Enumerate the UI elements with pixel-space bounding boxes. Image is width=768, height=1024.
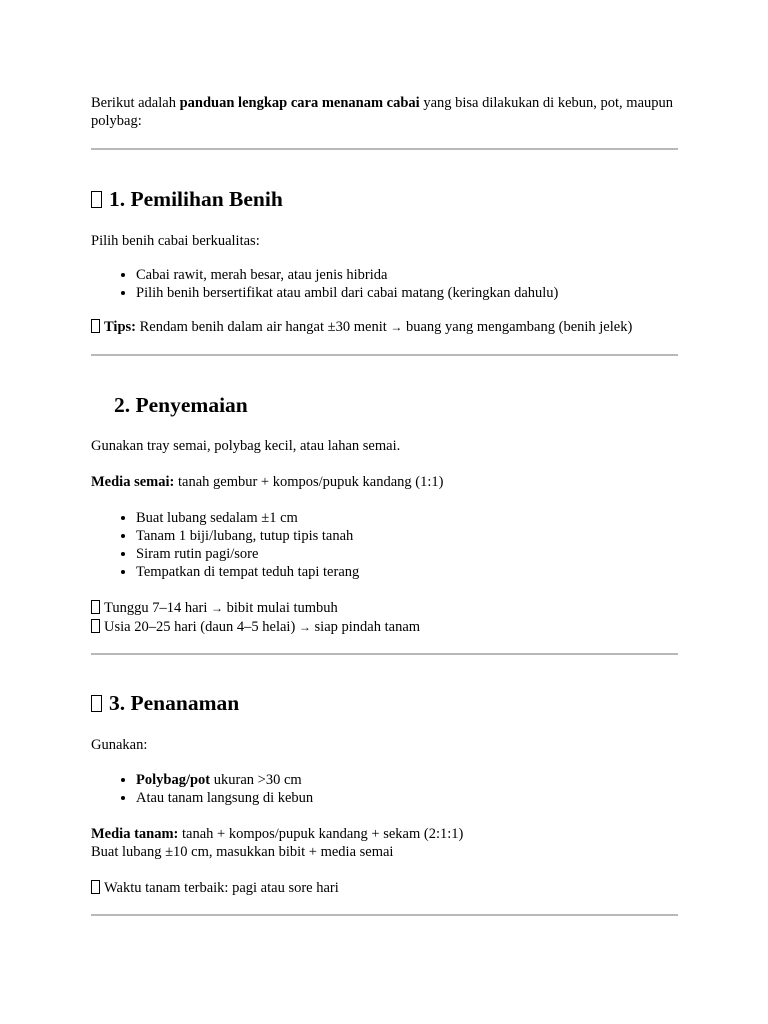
media-label: Media tanam: [91,826,179,842]
divider [91,653,678,655]
list-item: • Pilih benih bersertifikat atau ambil dari cabai matang (keringkan dahulu) [136,284,678,302]
note-line [91,879,678,897]
missing-glyph-icon [91,619,100,633]
note-line [91,599,678,617]
tip-text: buang yang mengambang (benih jelek) [402,319,633,335]
missing-glyph-icon [91,191,102,208]
section-lead: Gunakan tray semai, polybag kecil, atau lahan semai. [91,438,401,454]
missing-glyph-icon [91,695,102,712]
list-item: • Siram rutin pagi/sore [136,545,678,563]
note-text: bibit mulai tumbuh [223,600,338,616]
intro-bold: panduan lengkap cara menanam cabai [179,95,420,111]
note-text: Tunggu 7–14 hari [104,600,212,616]
arrow-icon: → [390,320,403,334]
section-heading-pemilihan-benih [91,186,678,212]
list-item: • Atau tanam langsung di kebun [136,789,678,807]
tip-label: Tips: [104,319,136,335]
divider [91,354,678,356]
section-title: 2. Penyemaian [114,393,248,417]
section-lead: Gunakan: [91,737,148,753]
document-page [91,94,678,916]
note-text: siap pindah tanam [310,619,421,635]
intro-paragraph [91,94,678,130]
list-item: • Tanam 1 biji/lubang, tutup tipis tanah [136,527,678,545]
blank-glyph-spacer [91,397,102,414]
media-text: tanah gembur + kompos/pupuk kandang (1:1) [174,474,444,490]
arrow-icon: → [298,620,311,634]
bullet-bold: Polybag/pot [136,772,211,788]
divider [91,148,678,150]
media-line-2: Buat lubang ±10 cm, masukkan bibit + media semai [91,844,394,860]
section-title: 1. Pemilihan Benih [109,187,283,211]
missing-glyph-icon [91,880,100,894]
tip-line [91,318,678,336]
media-label: Media semai: [91,474,175,490]
media-line [91,473,678,491]
bullet-list [91,509,678,581]
divider [91,914,678,916]
note-text: Usia 20–25 hari (daun 4–5 helai) [104,619,299,635]
intro-suffix: yang bisa dilakukan di kebun, pot, maupun polybag: [91,95,674,129]
note-line [91,618,678,636]
tip-text: Rendam benih dalam air hangat ±30 menit [135,319,391,335]
list-item: • Cabai rawit, merah besar, atau jenis hibrida [136,266,678,284]
note-text: Waktu tanam terbaik: pagi atau sore hari [104,880,339,896]
list-item: • Tempatkan di tempat teduh tapi terang [136,563,678,581]
section-lead: Pilih benih cabai berkualitas: [91,233,260,249]
media-text: tanah + kompos/pupuk kandang + sekam (2:1:1) [178,826,464,842]
section-title: 3. Penanaman [109,691,240,715]
list-item: • Buat lubang sedalam ±1 cm [136,509,678,527]
media-line [91,825,678,843]
arrow-icon: → [211,601,224,615]
intro-prefix: Berikut adalah [91,95,180,111]
bullet-list [91,771,678,807]
bullet-list [91,266,678,302]
bullet-text: ukuran >30 cm [210,772,302,788]
list-item [136,771,678,789]
missing-glyph-icon [91,600,100,614]
section-heading-penyemaian [91,392,678,418]
section-heading-penanaman [91,690,678,716]
missing-glyph-icon [91,319,100,333]
